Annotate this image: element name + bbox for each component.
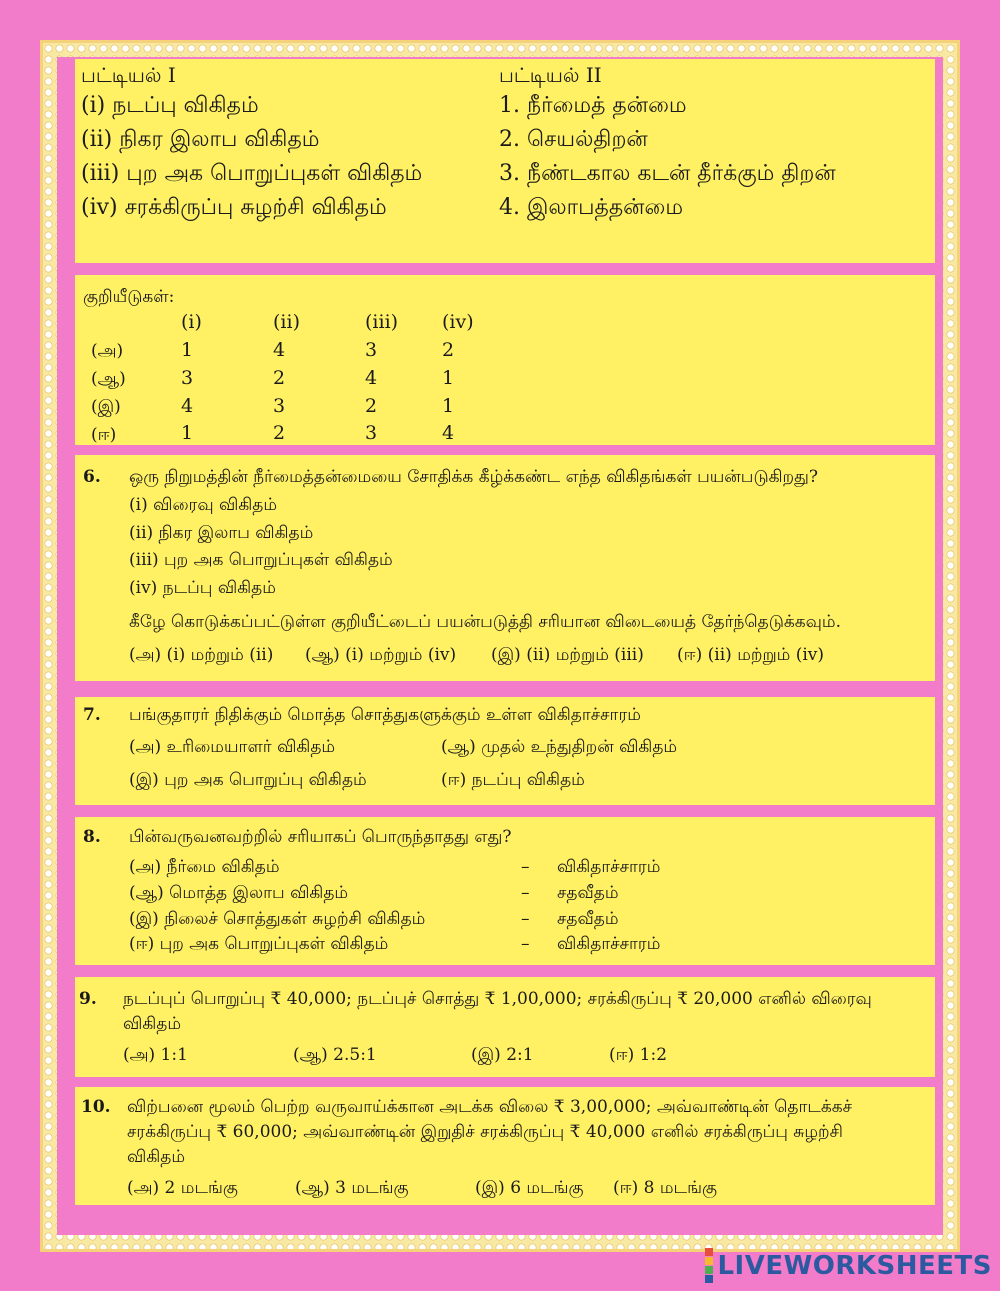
question-text: சரக்கிருப்பு ₹ 60,000; அவ்வாண்டின் இறுதிச் சரக்கிருப்பு ₹ 40,000 எனில் சரக்கிருப்பு சுழற்சி <box>127 1122 843 1142</box>
logo-block-i <box>705 1257 713 1265</box>
question-number: 9. <box>79 989 97 1009</box>
codes-cell: 2 <box>365 395 378 417</box>
codes-title: குறியீடுகள்: <box>83 287 175 307</box>
question-text: பின்வருவனவற்றில் சரியாகப் பொருந்தாதது எது? <box>129 827 512 847</box>
codes-cell: 3 <box>181 367 194 389</box>
list-2-heading: பட்டியல் II <box>499 63 602 87</box>
codes-cell: 3 <box>273 395 286 417</box>
codes-cell: 4 <box>181 395 194 417</box>
pair-left[interactable]: (ஈ) புற அக பொறுப்புகள் விகிதம் <box>129 934 389 954</box>
codes-cell: 1 <box>181 422 194 444</box>
pair-left[interactable]: (இ) நிலைச் சொத்துகள் சுழற்சி விகிதம் <box>129 909 426 929</box>
logo-block-v <box>705 1266 713 1274</box>
answer-option[interactable]: (அ) (i) மற்றும் (ii) <box>129 645 274 665</box>
pair-dash: – <box>521 909 530 929</box>
answer-option[interactable]: (ஆ) (i) மற்றும் (iv) <box>305 645 457 665</box>
codes-cell: 2 <box>273 422 286 444</box>
answer-option[interactable]: (இ) 6 மடங்கு <box>475 1178 584 1198</box>
answer-option[interactable]: (இ) புற அக பொறுப்பு விகிதம் <box>129 770 367 790</box>
logo-block-l <box>705 1248 713 1256</box>
liveworksheets-logo-text: LIVEWORKSHEETS <box>717 1250 992 1281</box>
codes-col-header: (ii) <box>273 311 300 333</box>
liveworksheets-logo-icon <box>705 1248 713 1283</box>
answer-option[interactable]: (ஈ) நடப்பு விகிதம் <box>441 770 585 790</box>
codes-cell: 3 <box>365 339 378 361</box>
question-instruction: கீழே கொடுக்கப்பட்டுள்ள குறியீட்டைப் பயன்படுத்தி சரியான விடையைத் தேர்ந்தெடுக்கவும். <box>129 612 841 632</box>
answer-option[interactable]: (ஈ) 8 மடங்கு <box>613 1178 717 1198</box>
codes-cell: 4 <box>442 422 455 444</box>
list-1-heading: பட்டியல் I <box>81 63 176 87</box>
list-2-item: 4. இலாபத்தன்மை <box>499 195 684 220</box>
answer-option[interactable]: (ஆ) 2.5:1 <box>293 1045 377 1065</box>
list-2-item: 2. செயல்திறன் <box>499 127 648 152</box>
pair-dash: – <box>521 857 530 877</box>
codes-cell: 1 <box>442 395 455 417</box>
answer-option[interactable]: (அ) உரிமையாளர் விகிதம் <box>129 737 336 757</box>
answer-option[interactable]: (ஈ) 1:2 <box>609 1045 668 1065</box>
question-number: 7. <box>83 705 101 725</box>
question-text: விற்பனை மூலம் பெற்ற வருவாய்க்கான அடக்க விலை ₹ 3,00,000; அவ்வாண்டின் தொடக்கச் <box>127 1097 853 1117</box>
question-10-box <box>75 1087 935 1205</box>
question-text: ஒரு நிறுமத்தின் நீர்மைத்தன்மையை சோதிக்க கீழ்க்கண்ட எந்த விகிதங்கள் பயன்படுகிறது? <box>129 467 818 487</box>
match-list-box <box>75 59 935 263</box>
list-1-item: (iv) சரக்கிருப்பு சுழற்சி விகிதம் <box>81 195 387 220</box>
question-item: (iii) புற அக பொறுப்புகள் விகிதம் <box>129 550 393 570</box>
codes-row-label: (இ) <box>91 397 121 417</box>
logo-block-e <box>705 1275 713 1283</box>
question-item: (i) விரைவு விகிதம் <box>129 495 278 515</box>
codes-cell: 2 <box>273 367 286 389</box>
answer-option[interactable]: (அ) 2 மடங்கு <box>127 1178 238 1198</box>
pair-left[interactable]: (அ) நீர்மை விகிதம் <box>129 857 280 877</box>
answer-option[interactable]: (இ) 2:1 <box>471 1045 534 1065</box>
question-9-box <box>75 977 935 1077</box>
pair-left[interactable]: (ஆ) மொத்த இலாப விகிதம் <box>129 883 349 903</box>
codes-col-header: (i) <box>181 311 202 333</box>
answer-option[interactable]: (ஈ) (ii) மற்றும் (iv) <box>677 645 825 665</box>
pair-right: சதவீதம் <box>557 909 619 929</box>
codes-box <box>75 275 935 445</box>
codes-col-header: (iv) <box>442 311 474 333</box>
codes-row-label: (ஈ) <box>91 425 117 445</box>
answer-option[interactable]: (ஆ) 3 மடங்கு <box>295 1178 409 1198</box>
question-number: 8. <box>83 827 101 847</box>
question-text: விகிதம் <box>123 1014 182 1034</box>
list-1-item: (i) நடப்பு விகிதம் <box>81 93 259 118</box>
pair-dash: – <box>521 883 530 903</box>
list-2-item: 3. நீண்டகால கடன் தீர்க்கும் திறன் <box>499 161 836 186</box>
codes-cell: 1 <box>442 367 455 389</box>
page-inner <box>57 57 943 1235</box>
question-number: 6. <box>83 467 101 487</box>
codes-col-header: (iii) <box>365 311 399 333</box>
answer-option[interactable]: (அ) 1:1 <box>123 1045 188 1065</box>
liveworksheets-logo[interactable] <box>705 1248 992 1283</box>
question-8-box <box>75 817 935 965</box>
list-2-item: 1. நீர்மைத் தன்மை <box>499 93 687 118</box>
page-frame <box>40 40 960 1252</box>
codes-row-label: (அ) <box>91 341 124 361</box>
codes-cell: 4 <box>273 339 286 361</box>
list-1-item: (ii) நிகர இலாப விகிதம் <box>81 127 320 152</box>
answer-option[interactable]: (ஆ) முதல் உந்துதிறன் விகிதம் <box>441 737 678 757</box>
pair-right: விகிதாச்சாரம் <box>557 934 661 954</box>
codes-cell: 4 <box>365 367 378 389</box>
list-1-item: (iii) புற அக பொறுப்புகள் விகிதம் <box>81 161 423 186</box>
pair-dash: – <box>521 934 530 954</box>
question-6-box <box>75 455 935 681</box>
answer-option[interactable]: (இ) (ii) மற்றும் (iii) <box>491 645 644 665</box>
pair-right: சதவீதம் <box>557 883 619 903</box>
codes-cell: 2 <box>442 339 455 361</box>
pair-right: விகிதாச்சாரம் <box>557 857 661 877</box>
question-number: 10. <box>81 1097 111 1117</box>
codes-cell: 3 <box>365 422 378 444</box>
question-text: விகிதம் <box>127 1147 186 1167</box>
codes-row-label: (ஆ) <box>91 369 126 389</box>
codes-cell: 1 <box>181 339 194 361</box>
question-7-box <box>75 697 935 805</box>
question-text: நடப்புப் பொறுப்பு ₹ 40,000; நடப்புச் சொத்து ₹ 1,00,000; சரக்கிருப்பு ₹ 20,000 எனில் விரைவு <box>123 989 872 1009</box>
question-item: (ii) நிகர இலாப விகிதம் <box>129 523 314 543</box>
question-text: பங்குதாரர் நிதிக்கும் மொத்த சொத்துகளுக்கும் உள்ள விகிதாச்சாரம் <box>129 705 641 725</box>
question-item: (iv) நடப்பு விகிதம் <box>129 578 276 598</box>
